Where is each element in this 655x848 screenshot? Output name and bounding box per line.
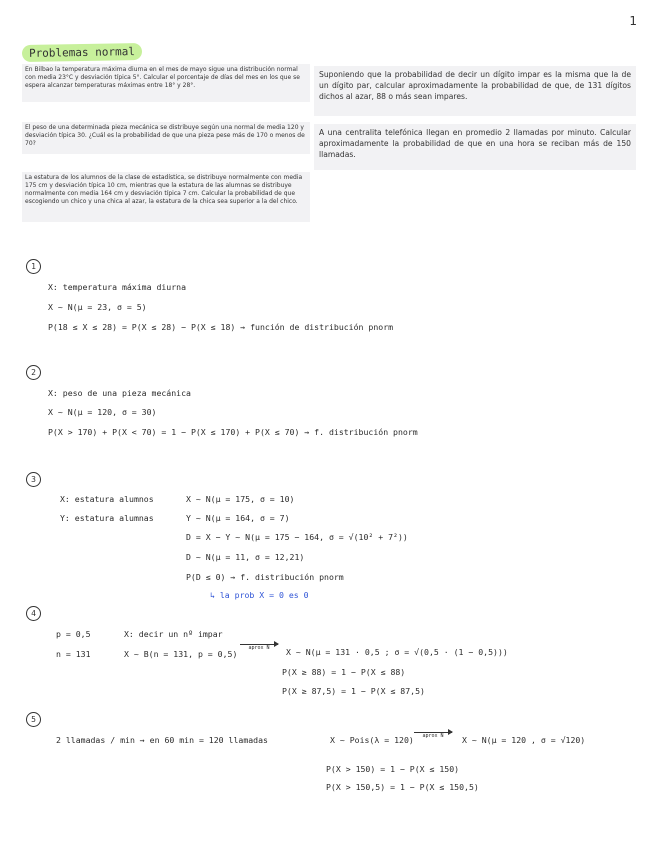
solution-1-distribution: X ~ N(μ = 23, σ = 5) (48, 302, 147, 312)
solution-4-variable: X: decir un nº impar (124, 629, 223, 639)
solution-4-binomial: X ~ B(n = 131, p = 0,5) (124, 649, 238, 659)
page-title: Problemas normal (22, 43, 142, 62)
problem-5-statement: A una centralita telefónica llegan en promedio 2 llamadas por minuto. Calcular aproximadamente la probabilidad de que en una hora se reciban más de 150 llamadas. (314, 124, 636, 170)
problem-3-statement: La estatura de los alumnos de la clase de estadística, se distribuye normalmente con media 175 cm y desviación típica 10 cm, mientras que la estatura de las alumnas se distribuye normalmente con media 164 cm y desviación típica 7 cm. Calcular la probabilidad de que escogiendo un chico y una chica al azar, la estatura de la chica sea superior a la del chico. (22, 172, 310, 222)
solution-2-number: 2 (26, 365, 41, 380)
solution-2-variable: X: peso de una pieza mecánica (48, 388, 191, 398)
solution-1-probability: P(18 ≤ X ≤ 28) = P(X ≤ 28) − P(X ≤ 18) → función de distribución pnorm (48, 322, 394, 332)
solution-3-x-variable: X: estatura alumnos (60, 494, 154, 504)
solution-3-y-variable: Y: estatura alumnas (60, 513, 154, 523)
solution-5-number: 5 (26, 712, 41, 727)
solution-5-approx-label: aprox N (422, 733, 444, 739)
problem-4-statement: Suponiendo que la probabilidad de decir un dígito impar es la misma que la de un dígito par, calcular aproximadamente la probabilidad de que, de 131 dígitos dichos al azar, 88 o más sean impares. (314, 66, 636, 116)
solution-1-variable: X: temperatura máxima diurna (48, 282, 187, 292)
solution-4-p: p = 0,5 (56, 629, 91, 639)
page-number: 1 (629, 14, 637, 28)
solution-5-rate: 2 llamadas / min → en 60 min = 120 llamadas (56, 735, 268, 745)
solution-4-prob-2: P(X ≥ 87,5) = 1 − P(X ≤ 87,5) (282, 686, 425, 696)
solution-3-probability: P(D ≤ 0) → f. distribución pnorm (186, 572, 344, 582)
solution-4-approx-arrow (240, 642, 278, 652)
problem-1-statement: En Bilbao la temperatura máxima diurna en el mes de mayo sigue una distribución normal con media 23°C y desviación típica 5°. Calcular el porcentaje de días del mes en los que se espera alcanzar temperaturas máximas entre 18° y 28°. (22, 64, 310, 102)
solution-2-probability: P(X > 170) + P(X < 70) = 1 − P(X ≤ 170) + P(X ≤ 70) → f. distribución pnorm (48, 427, 418, 437)
solution-3-note: ↳ la prob X = 0 es 0 (210, 590, 309, 600)
solution-5-poisson: X ~ Pois(λ = 120) (330, 735, 414, 745)
solution-1-number: 1 (26, 259, 41, 274)
solution-4-approx-label: aprox N (248, 645, 270, 651)
solution-3-x-distribution: X ~ N(μ = 175, σ = 10) (186, 494, 295, 504)
solution-5-prob-2: P(X > 150,5) = 1 − P(X ≤ 150,5) (326, 782, 479, 792)
solution-4-number: 4 (26, 606, 41, 621)
solution-5-prob-1: P(X > 150) = 1 − P(X ≤ 150) (326, 764, 460, 774)
solution-3-y-distribution: Y ~ N(μ = 164, σ = 7) (186, 513, 290, 523)
solution-3-d-definition: D = X − Y ~ N(μ = 175 − 164, σ = √(10² + 7²)) (186, 532, 408, 542)
solution-3-d-distribution: D ~ N(μ = 11, σ = 12,21) (186, 552, 305, 562)
problem-2-statement: El peso de una determinada pieza mecánica se distribuye según una normal de media 120 y desviación típica 30. ¿Cuál es la probabilidad de que una pieza pese más de 170 o menos de 70? (22, 122, 310, 154)
solution-5-normal: X ~ N(μ = 120 , σ = √120) (462, 735, 586, 745)
solution-5-approx-arrow (414, 730, 452, 740)
solution-3-number: 3 (26, 472, 41, 487)
solution-2-distribution: X ~ N(μ = 120, σ = 30) (48, 407, 157, 417)
solution-4-n: n = 131 (56, 649, 91, 659)
solution-4-prob-1: P(X ≥ 88) = 1 − P(X ≤ 88) (282, 667, 406, 677)
solution-4-normal: X ~ N(μ = 131 · 0,5 ; σ = √(0,5 · (1 − 0,5))) (286, 647, 508, 657)
